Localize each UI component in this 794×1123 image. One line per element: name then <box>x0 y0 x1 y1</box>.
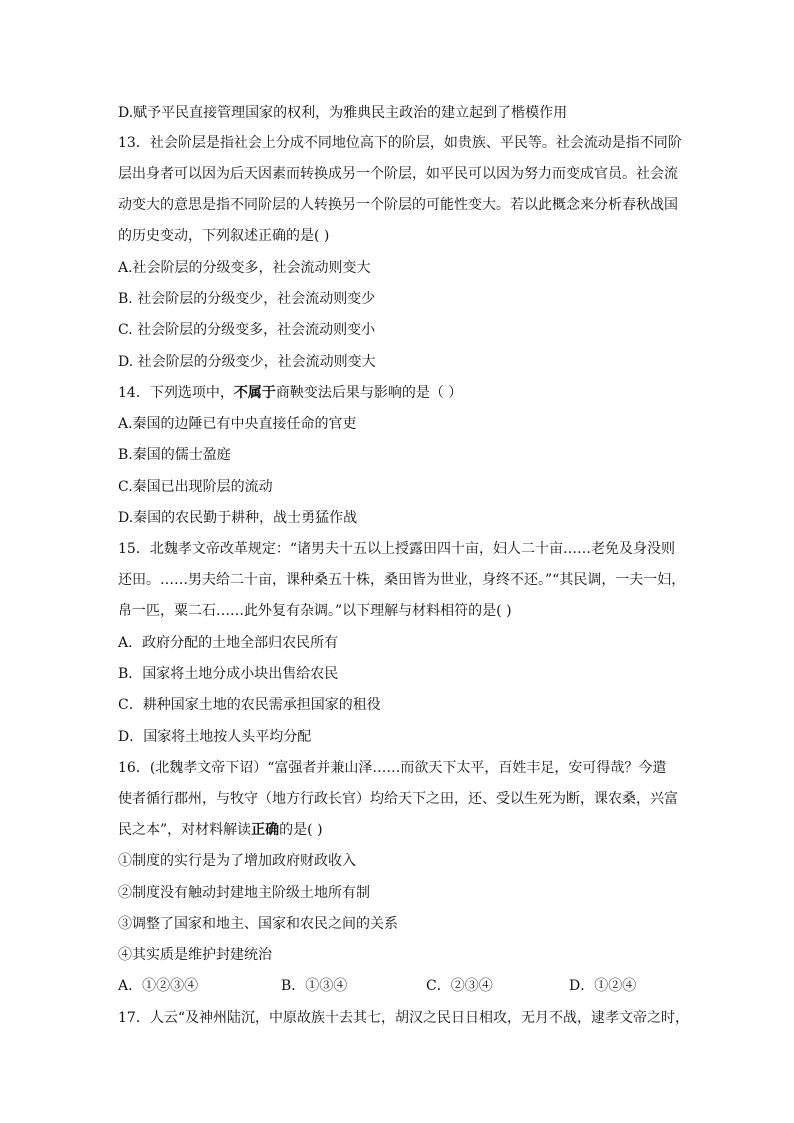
q13-stem-line-3: 动变大的意思是指不同阶层的人转换另一个阶层的可能性变大。若以此概念来分析春秋战国 <box>118 197 678 213</box>
q16-stem-line-2: 使者循行郡州，与牧守（地方行政长官）均给天下之田，还、受以生死为断，课农桑，兴富 <box>118 791 678 807</box>
q13-option-a: A.社会阶层的分级变多，社会流动则变大 <box>118 260 371 276</box>
q16-statement-1: ①制度的实行是为了增加政府财政收入 <box>118 853 356 869</box>
q14-option-c: C.秦国已出现阶层的流动 <box>118 479 273 495</box>
q16-option-d: D．①②④ <box>569 978 637 994</box>
q15-stem-line-1: 15．北魏孝文帝改革规定：“诸男夫十五以上授露田四十亩，妇人二十亩……老免及身没则 <box>118 541 675 557</box>
q16-stem-line-3 <box>118 820 678 840</box>
q13-option-c: C. 社会阶层的分级变多，社会流动则变小 <box>118 322 376 338</box>
q15-option-a: A．政府分配的土地全部归农民所有 <box>118 635 339 651</box>
q14-stem-after: 商鞅变法后果与影响的是（ ） <box>275 385 463 401</box>
q12-option-d: D.赋予平民直接管理国家的权利，为雅典民主政治的建立起到了楷模作用 <box>118 105 568 121</box>
q17-stem-line-1: 17．人云“及神州陆沉，中原故族十去其七，胡汉之民日日相攻，无月不战，逮孝文帝之时， <box>118 1010 689 1026</box>
q16-option-a: A．①②③④ <box>118 978 199 994</box>
q14-option-a: A.秦国的边陲已有中央直接任命的官吏 <box>118 416 357 432</box>
q14-option-d: D.秦国的农民勤于耕种，战士勇猛作战 <box>118 510 358 526</box>
q16-statement-3: ③调整了国家和地主、国家和农民之间的关系 <box>118 916 398 932</box>
q15-option-d: D．国家将土地按人头平均分配 <box>118 729 312 745</box>
q16-stem-after: 的是( ) <box>279 822 323 838</box>
q13-stem-line-1: 13．社会阶层是指社会上分成不同地位高下的阶层，如贵族、平民等。社会流动是指不同阶 <box>118 135 682 151</box>
q13-option-d: D. 社会阶层的分级变少，社会流动则变大 <box>118 354 376 370</box>
q15-option-b: B．国家将土地分成小块出售给农民 <box>118 666 339 682</box>
q16-option-b: B．①③④ <box>281 978 348 994</box>
q13-stem-line-2: 层出身者可以因为后天因素而转换成另一个阶层，如平民可以因为努力而变成官员。社会流 <box>118 166 678 182</box>
q16-stem-before: 民之本”，对材料解读 <box>118 822 252 838</box>
q13-option-b: B. 社会阶层的分级变少，社会流动则变少 <box>118 291 376 307</box>
q15-stem-line-3: 帛一匹，粟二石……此外复有杂调。”以下理解与材料相符的是( ) <box>118 603 512 619</box>
q16-stem-emphasis: 正确 <box>251 822 280 838</box>
q14-stem-emphasis: 不属于 <box>233 385 276 401</box>
q14-option-b: B.秦国的儒士盈庭 <box>118 447 231 463</box>
q15-stem-line-2: 还田。……男夫给二十亩，课种桑五十株，桑田皆为世业，身终不还。”“其民调，一夫一妇， <box>118 572 686 588</box>
q16-option-c: C．②③④ <box>426 978 493 994</box>
q16-statement-4: ④其实质是维护封建统治 <box>118 947 272 963</box>
q16-stem-line-1: 16．(北魏孝文帝下诏）“富强者并兼山泽……而欲天下太平，百姓丰足，安可得哉？今遣 <box>118 760 667 776</box>
q14-stem-before: 14．下列选项中， <box>118 385 234 401</box>
q13-stem-line-4: 的历史变动，下列叙述正确的是( ) <box>118 228 330 244</box>
q14-stem <box>118 383 678 403</box>
q15-option-c: C．耕种国家土地的农民需承担国家的租役 <box>118 697 381 713</box>
q16-statement-2: ②制度没有触动封建地主阶级土地所有制 <box>118 885 370 901</box>
